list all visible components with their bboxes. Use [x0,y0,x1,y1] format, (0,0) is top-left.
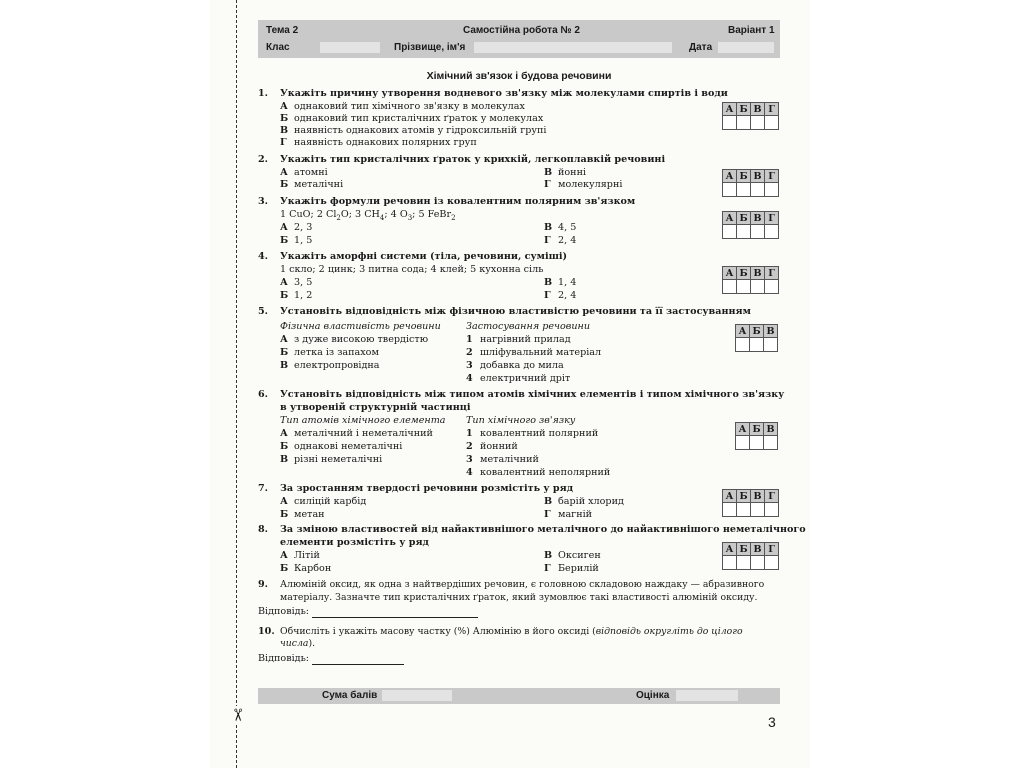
q4-number: 4. [258,251,269,262]
q6-right-heading: Тип хімічного зв'язку [466,415,576,426]
q3-option-c: В 4, 5 [544,222,577,233]
q3-number: 3. [258,196,269,207]
q6-right-4: 4 ковалентний неполярний [466,467,611,478]
q10-answer-line[interactable] [312,654,404,665]
q6-left-a: А металічний і неметалічний [280,428,433,439]
grade-field[interactable] [676,690,738,701]
grade-label: Оцінка [636,690,670,701]
worksheet-header [258,20,780,58]
q4-option-d: Г 2, 4 [544,290,577,301]
q5-left-heading: Фізична властивість речовини [280,321,441,332]
score-footer [258,688,780,704]
q4-option-c: В 1, 4 [544,277,577,288]
q4-option-a: А 3, 5 [280,277,313,288]
q5-answer-grid[interactable]: А Б В [735,324,778,352]
q1-option-d: Г наявність однакових полярних груп [280,137,477,148]
q10-answer [258,653,404,665]
q10-answer-label: Відповідь: [258,653,310,664]
q3-option-b: Б 1, 5 [280,235,313,246]
worksheet-title: Хімічний зв'язок і будова речовини [426,70,612,82]
q9-text-line1: Алюміній оксид, як одна з найтвердіших речовин, є головною складовою наждаку — абразивного [280,579,765,590]
q4-text: Укажіть аморфні системи (тіла, речовини, суміші) [280,251,568,262]
q8-number: 8. [258,524,269,535]
q4-list: 1 скло; 2 цинк; 3 питна сода; 4 клей; 5 кухонна сіль [280,264,544,275]
q5-right-heading: Застосування речовини [466,321,591,332]
q10-text-line1: Обчисліть і укажіть масову частку (%) Алюмінію в його оксиді (відповідь округліть до цілого [280,626,743,637]
date-label: Дата [689,42,713,53]
q6-left-b: Б однакові неметалічні [280,441,403,452]
q5-right-4: 4 електричний дріт [466,373,571,384]
score-sum-label: Сума балів [322,690,378,701]
q9-number: 9. [258,579,269,590]
q3-option-a: А 2, 3 [280,222,313,233]
q1-text: Укажіть причину утворення водневого зв'язку між молекулами спиртів і води [280,88,728,99]
q8-text-line2: елементи розмістіть у ряд [280,537,429,548]
q7-answer-grid[interactable]: А Б В Г [722,489,779,517]
q9-text-line2: матеріалу. Зазначте тип кристалічних ґраток, який зумовлює такі властивості алюміній оксиду. [280,592,758,603]
q5-right-2: 2 шліфувальний матеріал [466,347,602,358]
q4-option-b: Б 1, 2 [280,290,313,301]
q8-option-d: Г Берилій [544,563,599,574]
q7-text: За зростанням твердості речовини розмістіть у ряд [280,483,574,494]
q7-option-b: Б метан [280,509,325,520]
q3-answer-grid[interactable]: А Б В Г [722,211,779,239]
page-number: 3 [768,714,776,730]
q10-number: 10. [258,626,275,637]
q7-number: 7. [258,483,269,494]
q6-number: 6. [258,389,269,400]
class-field[interactable] [320,42,380,53]
q9-answer [258,606,478,618]
q8-text-line1: За зміною властивостей від найактивнішого металічного до найактивнішого неметалічного [280,524,806,535]
q2-option-c: В йонні [544,167,587,178]
q9-answer-label: Відповідь: [258,606,310,617]
q5-number: 5. [258,306,269,317]
q6-answer-grid[interactable]: А Б В [735,422,778,450]
q6-text-line1: Установіть відповідність між типом атомів хімічних елементів і типом хімічного зв'язку [280,389,785,400]
name-field[interactable] [474,42,672,53]
q6-text-line2: в утвореній структурній частинці [280,402,471,413]
q7-option-c: В барій хлорид [544,496,624,507]
q6-right-1: 1 ковалентний полярний [466,428,599,439]
q6-left-c: В різні неметалічні [280,454,383,465]
score-sum-field[interactable] [382,690,452,701]
q7-option-d: Г магній [544,509,593,520]
q1-option-c: В наявність однакових атомів у гідроксильній групі [280,125,547,136]
q3-formula-list: 1 CuO; 2 $Cl_2O$; 3 $CH_4$; 4 $O_3$; 5 FeBr$_2$ [280,209,456,222]
name-label: Прізвище, ім'я [394,42,466,53]
q5-text: Установіть відповідність між фізичною властивістю речовини та її застосуванням [280,306,751,317]
q6-left-heading: Тип атомів хімічного елемента [280,415,446,426]
q8-answer-grid[interactable]: А Б В Г [722,542,779,570]
variant-label: Варіант 1 [728,25,775,36]
q2-text: Укажіть тип кристалічних ґраток у крихкій, легкоплавкій речовині [280,154,666,165]
q3-option-d: Г 2, 4 [544,235,577,246]
q8-option-b: Б Карбон [280,563,332,574]
q1-answer-grid[interactable]: А Б В Г [722,102,779,130]
work-title: Самостійна робота № 2 [463,25,580,36]
q8-option-c: В Оксиген [544,550,601,561]
q5-right-1: 1 нагрівний прилад [466,334,571,345]
date-field[interactable] [718,42,774,53]
topic-label: Тема 2 [266,25,299,36]
q5-right-3: 3 добавка до мила [466,360,564,371]
q2-number: 2. [258,154,269,165]
q5-left-a: А з дуже високою твердістю [280,334,429,345]
q2-option-d: Г молекулярні [544,179,623,190]
q1-option-a: А однаковий тип хімічного зв'язку в молекулах [280,101,525,112]
q10-text-line2: числа). [280,638,316,649]
q9-answer-line[interactable] [312,607,478,618]
q2-option-b: Б металічні [280,179,344,190]
q1-number: 1. [258,88,269,99]
q1-option-b: Б однаковий тип кристалічних ґраток у молекулах [280,113,544,124]
q5-left-c: В електропровідна [280,360,380,371]
q2-option-a: А атомні [280,167,328,178]
q5-left-b: Б летка із запахом [280,347,379,358]
scissors-icon: ✂ [227,707,247,723]
q8-option-a: А Літій [280,550,320,561]
cut-line [236,0,237,768]
class-label: Клас [266,42,290,53]
q3-text: Укажіть формули речовин із ковалентним полярним зв'язком [280,196,636,207]
q6-right-3: 3 металічний [466,454,539,465]
q2-answer-grid[interactable]: А Б В Г [722,169,779,197]
q6-right-2: 2 йонний [466,441,518,452]
q7-option-a: А силіцій карбід [280,496,367,507]
q4-answer-grid[interactable]: А Б В Г [722,266,779,294]
